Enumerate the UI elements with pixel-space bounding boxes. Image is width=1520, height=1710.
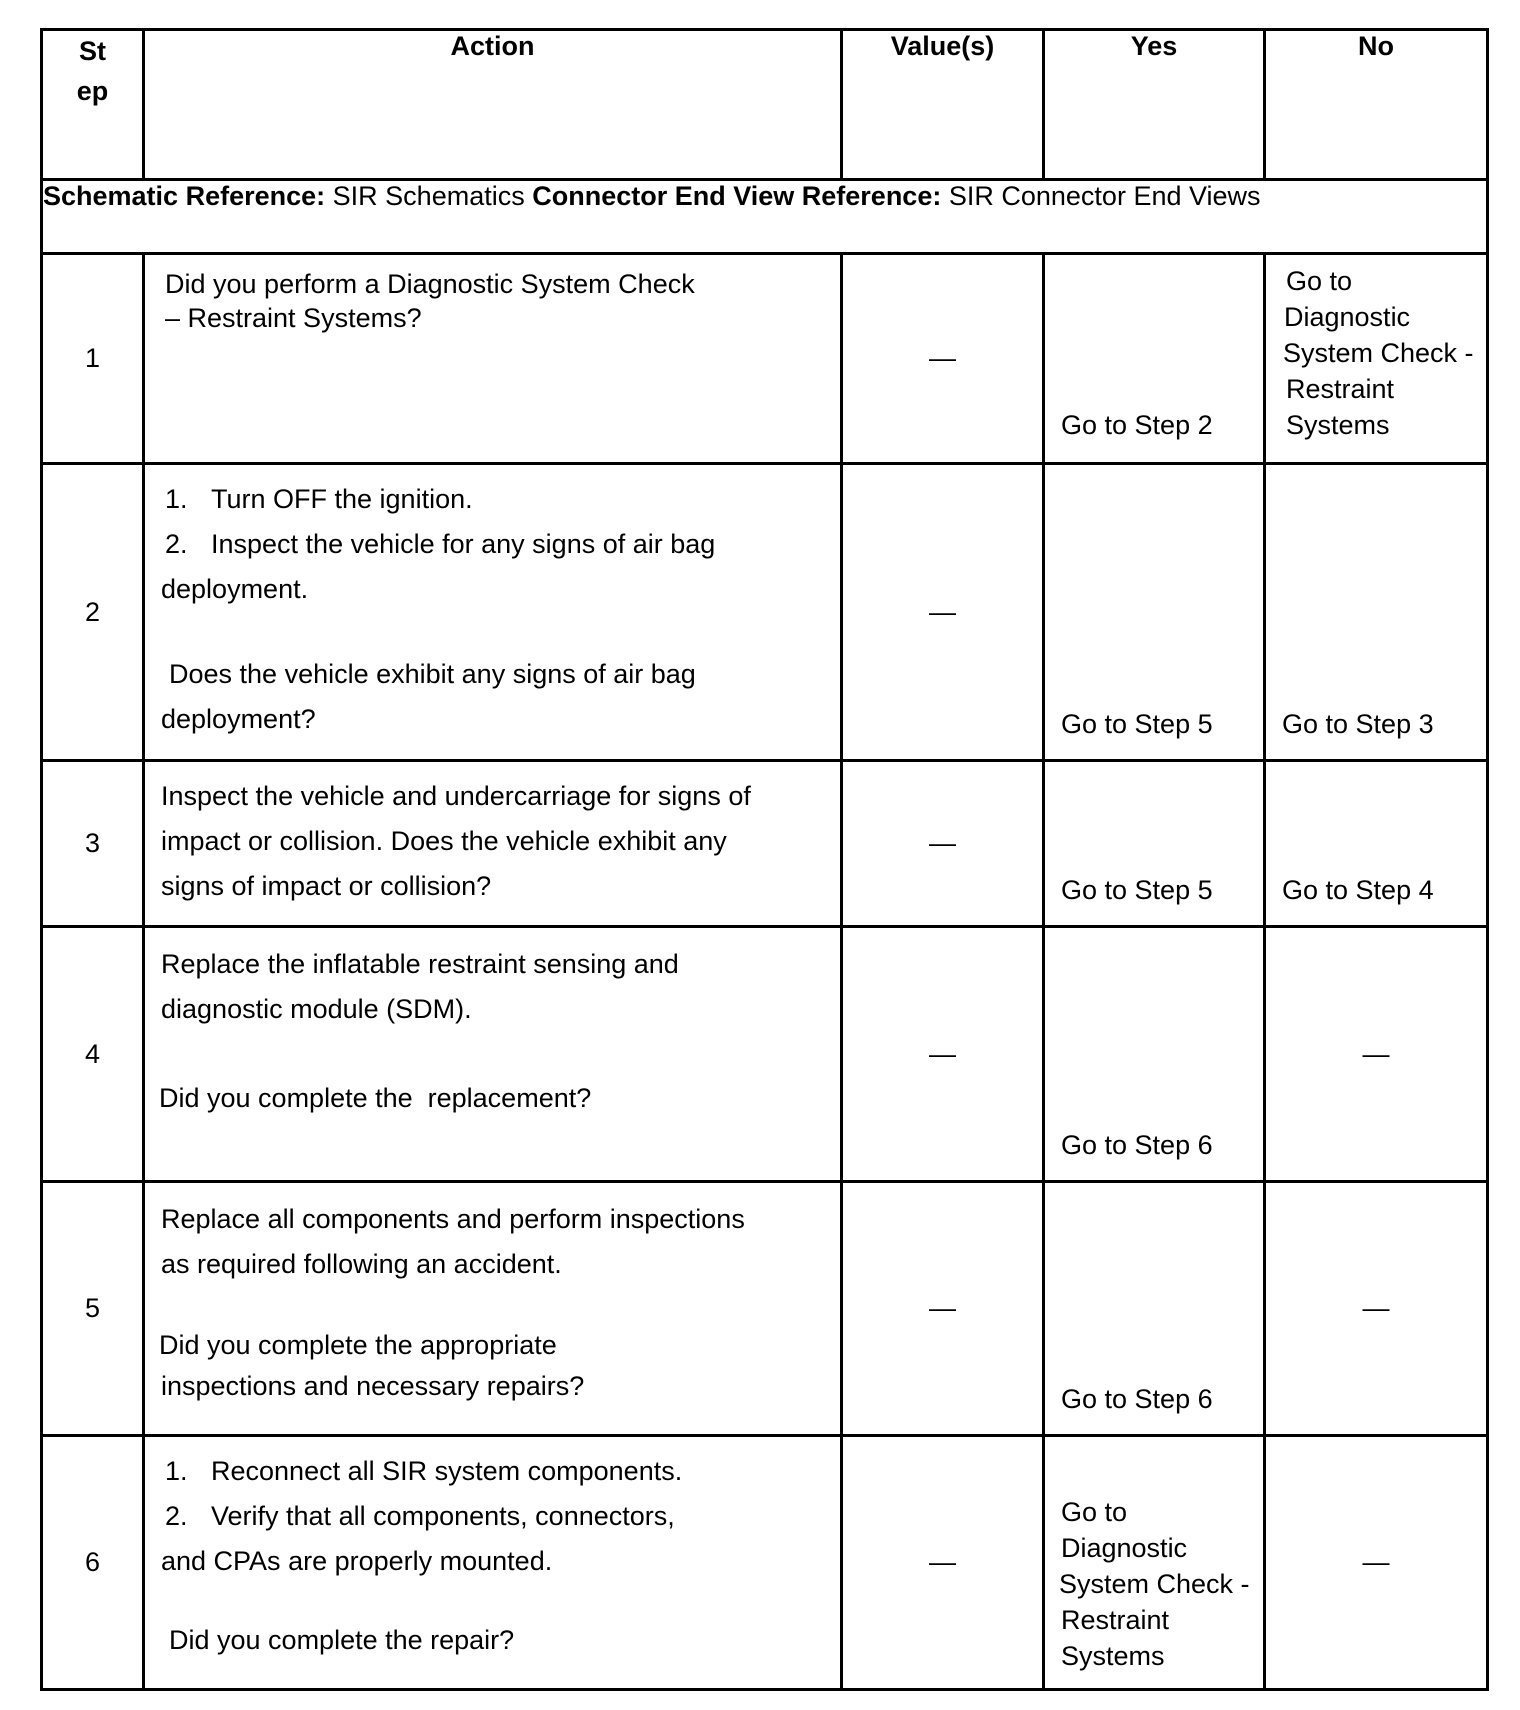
question-text: inspections and necessary repairs? [161, 1371, 585, 1401]
action-line: – Restraint Systems? [165, 303, 422, 333]
table-row [42, 254, 1488, 464]
action-text [144, 464, 842, 761]
yes-link[interactable]: Go to Step 5 [1044, 464, 1265, 761]
no-line: Diagnostic [1284, 302, 1411, 332]
table-row [42, 464, 1488, 761]
no-link[interactable] [1265, 254, 1488, 464]
schematic-label: Schematic Reference: [43, 181, 326, 211]
list-text: Verify that all components, connectors, [211, 1501, 675, 1531]
reference-row [42, 180, 1488, 254]
action-line: impact or collision. Does the vehicle exhibit any [161, 826, 727, 856]
list-item [161, 522, 824, 567]
list-text: Reconnect all SIR system components. [211, 1456, 683, 1486]
question-text: Did you complete the replacement? [159, 1083, 592, 1113]
value-cell: — [842, 1182, 1044, 1436]
value-cell: — [842, 761, 1044, 927]
question-text: Does the vehicle exhibit any signs of air bag [169, 659, 696, 689]
list-number: 2. [165, 1501, 188, 1531]
yes-link[interactable] [1044, 1436, 1265, 1690]
action-line: signs of impact or collision? [161, 871, 492, 901]
no-line: Go to [1286, 266, 1353, 296]
no-line: Systems [1286, 410, 1390, 440]
reference-cell [42, 180, 1488, 254]
yes-line: Restraint [1061, 1605, 1170, 1635]
value-cell: — [842, 464, 1044, 761]
action-text [144, 1436, 842, 1690]
no-cell: — [1265, 1436, 1488, 1690]
list-number: 2. [165, 529, 188, 559]
list-number: 1. [165, 484, 188, 514]
value-cell: — [842, 254, 1044, 464]
no-cell: — [1265, 927, 1488, 1182]
step-number: 3 [42, 761, 144, 927]
list-item [161, 477, 824, 522]
no-link[interactable]: Go to Step 4 [1265, 761, 1488, 927]
step-number: 4 [42, 927, 144, 1182]
table-row [42, 761, 1488, 927]
value-cell: — [842, 1436, 1044, 1690]
action-line: Replace the inflatable restraint sensing and [161, 949, 679, 979]
step-number: 5 [42, 1182, 144, 1436]
action-line: diagnostic module (SDM). [161, 994, 472, 1024]
no-header: No [1265, 30, 1488, 180]
question-text: deployment? [161, 704, 316, 734]
table-row [42, 1436, 1488, 1690]
action-text [144, 254, 842, 464]
action-text [144, 761, 842, 927]
list-text: Turn OFF the ignition. [211, 484, 473, 514]
yes-line: Diagnostic [1061, 1533, 1188, 1563]
action-text [144, 927, 842, 1182]
table-row [42, 927, 1488, 1182]
no-line: Restraint [1286, 374, 1395, 404]
list-text-continued: deployment. [161, 574, 309, 604]
yes-line: System Check - [1059, 1569, 1250, 1599]
action-line: Replace all components and perform inspections [161, 1204, 745, 1234]
yes-link[interactable]: Go to Step 2 [1044, 254, 1265, 464]
table-row [42, 1182, 1488, 1436]
question-text: Did you complete the appropriate [159, 1330, 557, 1360]
no-line: System Check - [1283, 338, 1474, 368]
values-header: Value(s) [842, 30, 1044, 180]
value-cell: — [842, 927, 1044, 1182]
step-number: 6 [42, 1436, 144, 1690]
list-text-continued: and CPAs are properly mounted. [161, 1546, 553, 1576]
step-number: 1 [42, 254, 144, 464]
no-link[interactable]: Go to Step 3 [1265, 464, 1488, 761]
question-text: Did you complete the repair? [169, 1625, 515, 1655]
yes-link[interactable]: Go to Step 6 [1044, 1182, 1265, 1436]
schematic-link[interactable]: SIR Schematics [332, 181, 525, 211]
step-number: 2 [42, 464, 144, 761]
connector-link[interactable]: SIR Connector End Views [948, 181, 1261, 211]
list-item [161, 1494, 824, 1539]
yes-line: Systems [1061, 1641, 1165, 1671]
action-line: as required following an accident. [161, 1249, 562, 1279]
yes-header: Yes [1044, 30, 1265, 180]
step-header-line1: St [79, 36, 106, 66]
header-row [42, 30, 1488, 180]
yes-link[interactable]: Go to Step 5 [1044, 761, 1265, 927]
no-cell: — [1265, 1182, 1488, 1436]
action-text [144, 1182, 842, 1436]
step-header [42, 30, 144, 180]
yes-link[interactable]: Go to Step 6 [1044, 927, 1265, 1182]
action-line: Inspect the vehicle and undercarriage for signs of [161, 781, 751, 811]
diagnostic-table [40, 28, 1489, 1691]
list-text: Inspect the vehicle for any signs of air bag [211, 529, 716, 559]
list-number: 1. [165, 1456, 188, 1486]
connector-label: Connector End View Reference: [532, 181, 942, 211]
step-header-line2: ep [76, 76, 109, 106]
action-line: Did you perform a Diagnostic System Check [165, 269, 695, 299]
action-header: Action [144, 30, 842, 180]
yes-line: Go to [1061, 1497, 1128, 1527]
list-item [161, 1449, 824, 1494]
